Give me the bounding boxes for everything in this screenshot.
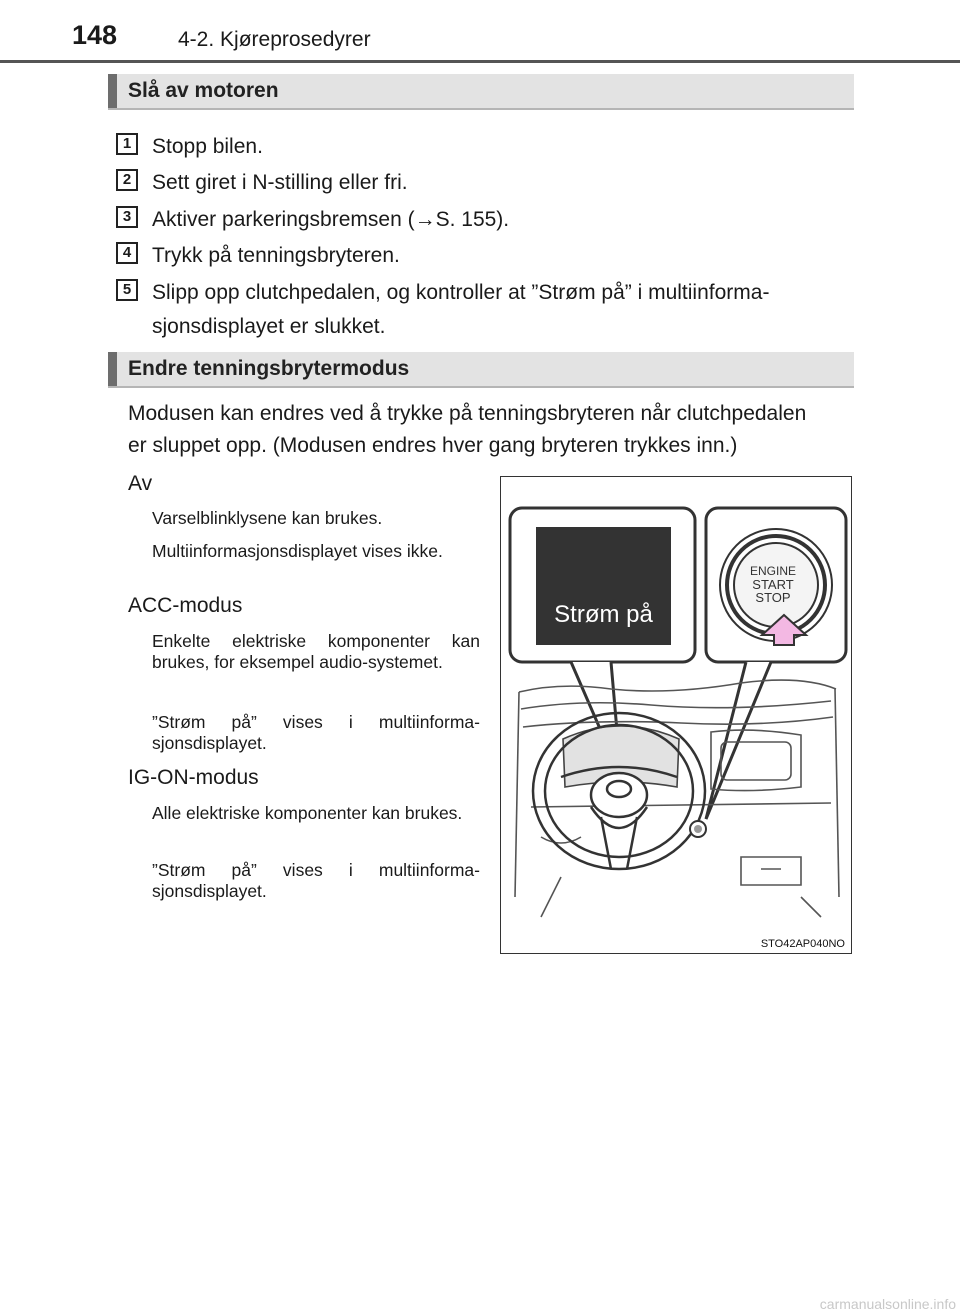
step-text: Trykk på tenningsbryteren.: [152, 244, 400, 267]
mode-description: ”Strøm på” vises i multiinforma-sjonsdisplayet.: [152, 860, 480, 901]
section-heading-stop-engine: [108, 74, 854, 110]
chapter-title: 4-2. Kjøreprosedyrer: [178, 28, 371, 51]
button-label: STOP: [755, 590, 791, 605]
step-text-line: Slipp opp clutchpedalen, og kontroller at ”Strøm på” i multiinforma-: [152, 281, 770, 304]
button-label: START: [752, 577, 794, 592]
button-label: ENGINE: [749, 564, 796, 578]
step-number-badge: 5: [116, 279, 138, 301]
section-accent: [108, 352, 117, 386]
step-number-badge: 1: [116, 133, 138, 155]
page-number: 148: [72, 20, 118, 50]
step-text: Aktiver parkeringsbremsen (→S. 155).: [152, 208, 510, 231]
multi-information-display: [536, 527, 671, 645]
figure-code: STO42AP040NO: [760, 938, 845, 950]
section-heading-change-mode: [108, 352, 854, 388]
step-number-badge: 4: [116, 242, 138, 264]
watermark: carmanualsonline.info: [819, 1296, 956, 1312]
step-text: Stopp bilen.: [152, 135, 263, 158]
step-text: Sett giret i N-stilling eller fri.: [152, 171, 408, 194]
section-accent: [108, 74, 117, 108]
mode-title-off: Av: [128, 472, 153, 495]
mode-description: Varselblinklysene kan brukes.: [152, 508, 383, 528]
mode-title-acc: ACC-modus: [128, 594, 243, 617]
display-text: Strøm på: [554, 601, 653, 628]
intro-paragraph-line: Modusen kan endres ved å trykke på tenningsbryteren når clutchpedalen: [128, 402, 807, 425]
mode-description: Multiinformasjonsdisplayet vises ikke.: [152, 541, 443, 561]
mode-description: Alle elektriske komponenter kan brukes.: [152, 803, 463, 823]
mode-description: ”Strøm på” vises i multiinforma-sjonsdisplayet.: [152, 712, 480, 753]
section-title: Endre tenningsbrytermodus: [128, 357, 410, 380]
step-text-line: sjonsdisplayet er slukket.: [152, 315, 386, 338]
step-number-badge: 2: [116, 169, 138, 191]
intro-paragraph-line: er sluppet opp. (Modusen endres hver gang bryteren trykkes inn.): [128, 434, 738, 457]
section-title: Slå av motoren: [128, 79, 279, 102]
mode-description: Enkelte elektriske komponenter kan brukes, for eksempel audio-systemet.: [152, 631, 480, 672]
mode-title-ig-on: IG-ON-modus: [128, 766, 259, 789]
header-rule: [0, 60, 960, 63]
ignition-illustration: [500, 476, 852, 954]
step-number-badge: 3: [116, 206, 138, 228]
